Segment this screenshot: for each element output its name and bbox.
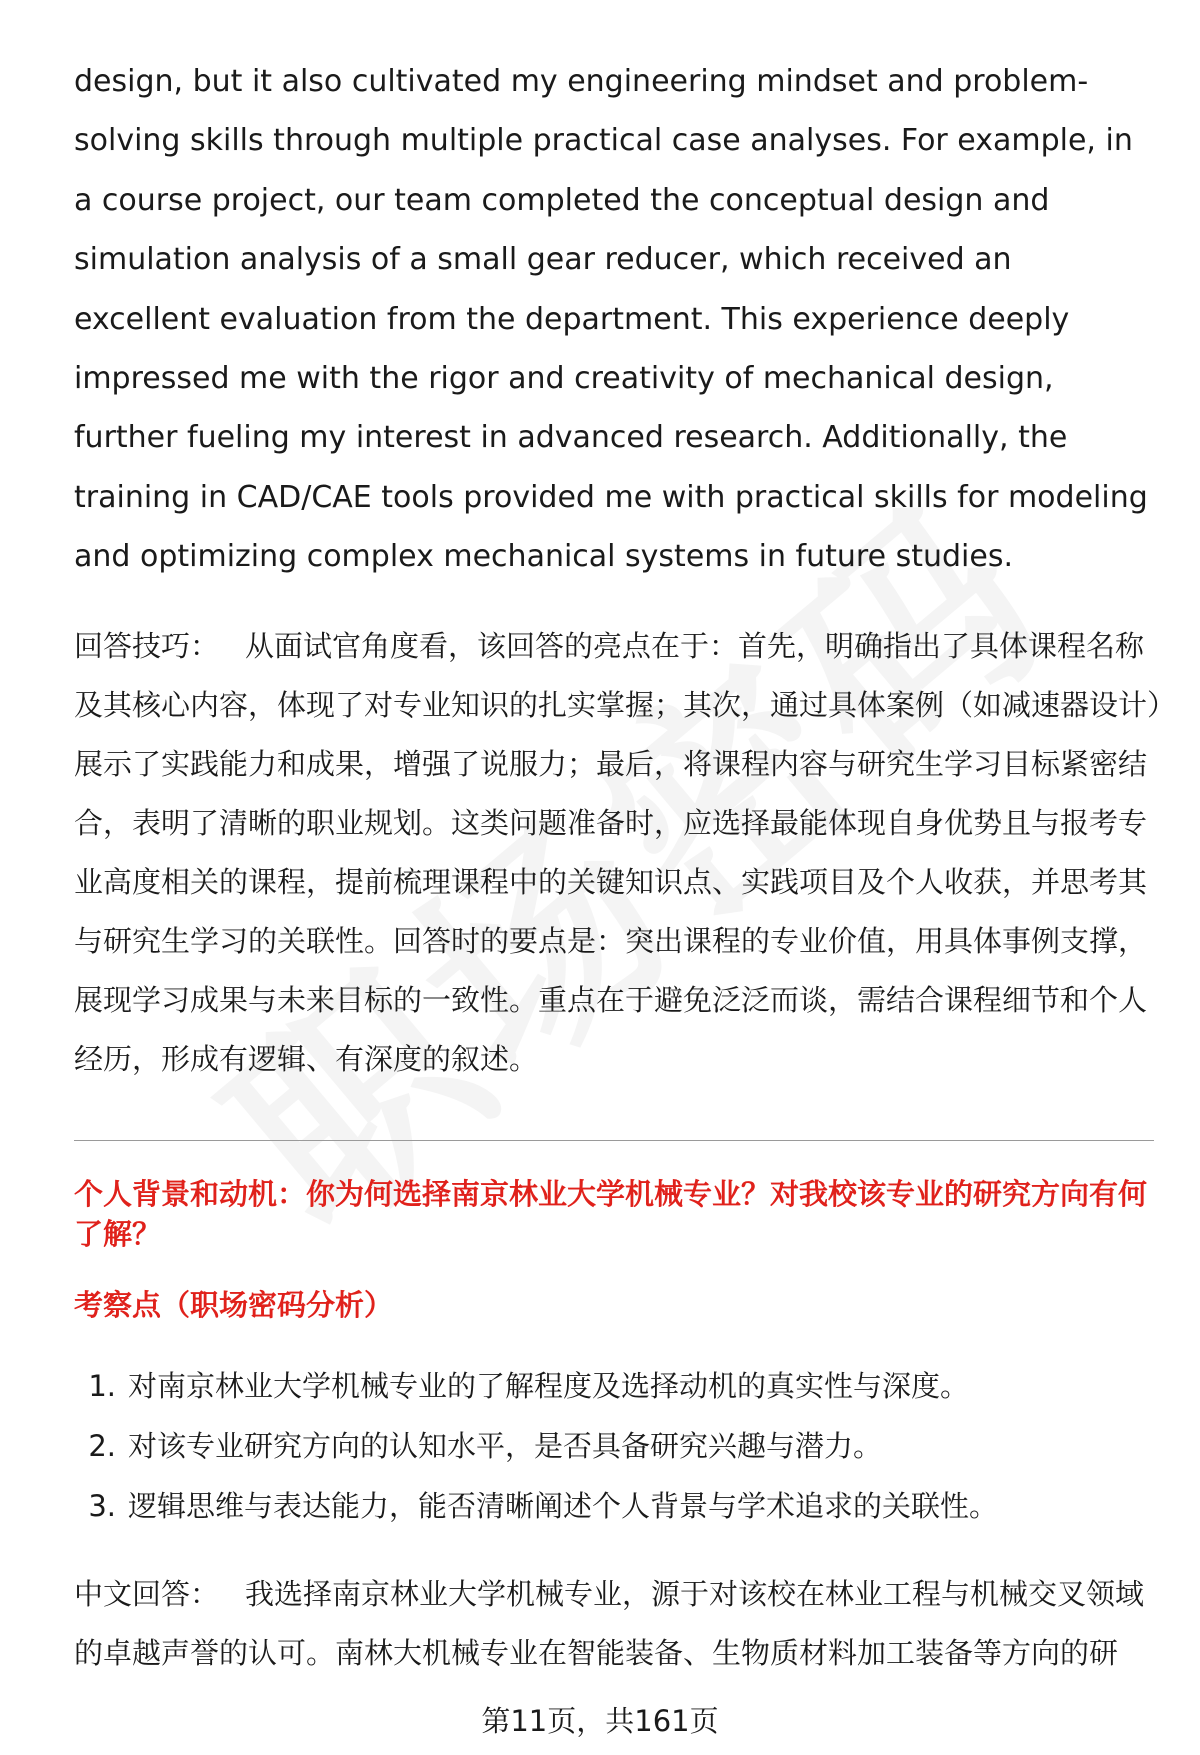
list-item [74,1356,1154,1416]
chinese-answer-label: 中文回答： [74,1577,220,1611]
page-number-footer: 第11页，共161页 [481,1704,719,1738]
list-item-text: 逻辑思维与表达能力，能否清晰阐述个人背景与学术追求的关联性。 [128,1489,999,1523]
analysis-heading: 考察点（职场密码分析） [74,1288,394,1322]
assessment-points-list [74,1356,1154,1536]
answer-tips-text: 从面试官角度看，该回答的亮点在于：首先，明确指出了具体课程名称及其核心内容，体现了对专业知识的扎实掌握；其次，通过具体案例（如减速器设计）展示了实践能力和成果，增强了说服力；最后，将课程内容与研究生学习目标紧密结合，表明了清晰的职业规划。这类问题准备时，应选择最能体现自身优势且与报考专业高度相关的课程，提前梳理课程中的关键知识点、实践项目及个人收获，并思考其与研究生学习的关联性。回答时的要点是：突出课程的专业价值，用具体事例支撑，展现学习成果与未来目标的一致性。重点在于避免泛泛而谈，需结合课程细节和个人经历，形成有逻辑、有深度的叙述。 [74,629,1162,1076]
chinese-answer-text: 我选择南京林业大学机械专业，源于对该校在林业工程与机械交叉领域的卓越声誉的认可。南林大机械专业在智能装备、生物质材料加工装备等方向的研 [74,1577,1145,1670]
list-item [74,1476,1154,1536]
list-item-number: 1. [88,1369,116,1403]
section-divider [74,1140,1154,1141]
chinese-answer-paragraph [74,1565,1164,1683]
question-heading: 个人背景和动机：你为何选择南京林业大学机械专业？对我校该专业的研究方向有何了解？ [74,1177,1148,1251]
answer-tips-label: 回答技巧： [74,629,220,663]
list-item [74,1416,1154,1476]
list-item-text: 对南京林业大学机械专业的了解程度及选择动机的真实性与深度。 [128,1369,970,1403]
list-item-number: 3. [88,1489,116,1523]
english-answer-paragraph: design, but it also cultivated my engineering mindset and problem-solving skills through multiple practical case analyses. For example, in a course project, our team completed the conceptual design and simulation analysis of a small gear reducer, which received an excellent evaluation from the department. This experience deeply impressed me with the rigor and creativity of mechanical design, further fueling my interest in advanced research. Additionally, the training in CAD/CAE tools provided me with practical skills for modeling and optimizing complex mechanical systems in future studies. [74,64,1148,575]
answer-tips-paragraph [74,617,1164,1089]
list-item-text: 对该专业研究方向的认知水平，是否具备研究兴趣与潜力。 [128,1429,883,1463]
list-item-number: 2. [88,1429,116,1463]
